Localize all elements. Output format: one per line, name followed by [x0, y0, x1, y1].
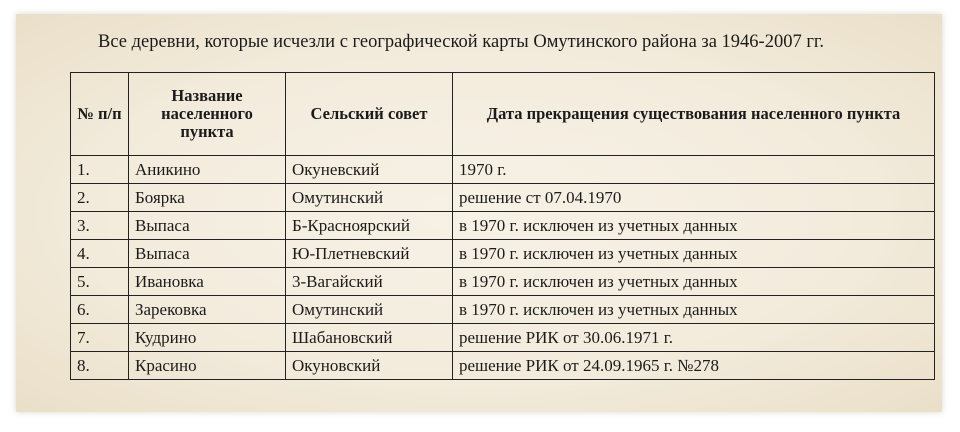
- table-row: [71, 296, 935, 324]
- header-number: № п/п: [71, 73, 129, 156]
- cell-council: Омутинский: [286, 184, 453, 212]
- cell-number: 5.: [71, 268, 129, 296]
- cell-council: Окуновский: [286, 352, 453, 380]
- cell-settlement: Кудрино: [129, 324, 286, 352]
- cell-settlement: Красино: [129, 352, 286, 380]
- header-village-council: Сельский совет: [286, 73, 453, 156]
- villages-table: [70, 72, 935, 380]
- table-row: [71, 212, 935, 240]
- cell-settlement: Выпаса: [129, 212, 286, 240]
- document-page: [16, 14, 942, 412]
- table-header-row: [71, 73, 935, 156]
- cell-date: 1970 г.: [453, 156, 935, 184]
- cell-number: 6.: [71, 296, 129, 324]
- cell-date: решение РИК от 24.09.1965 г. №278: [453, 352, 935, 380]
- table-row: [71, 156, 935, 184]
- document-title: Все деревни, которые исчезли с географической карты Омутинского района за 1946-2007 гг.: [98, 32, 825, 52]
- cell-number: 8.: [71, 352, 129, 380]
- cell-council: 3-Вагайский: [286, 268, 453, 296]
- cell-settlement: Выпаса: [129, 240, 286, 268]
- table-row: [71, 268, 935, 296]
- cell-date: в 1970 г. исключен из учетных данных: [453, 240, 935, 268]
- header-settlement-name: Название населенного пункта: [129, 73, 286, 156]
- cell-council: Омутинский: [286, 296, 453, 324]
- cell-council: Окуневский: [286, 156, 453, 184]
- cell-date: в 1970 г. исключен из учетных данных: [453, 296, 935, 324]
- cell-council: Шабановский: [286, 324, 453, 352]
- cell-settlement: Аникино: [129, 156, 286, 184]
- cell-date: в 1970 г. исключен из учетных данных: [453, 268, 935, 296]
- cell-number: 3.: [71, 212, 129, 240]
- cell-number: 1.: [71, 156, 129, 184]
- cell-number: 2.: [71, 184, 129, 212]
- cell-date: в 1970 г. исключен из учетных данных: [453, 212, 935, 240]
- cell-council: Ю-Плетневский: [286, 240, 453, 268]
- table-row: [71, 352, 935, 380]
- cell-number: 4.: [71, 240, 129, 268]
- table-row: [71, 184, 935, 212]
- table-row: [71, 324, 935, 352]
- cell-council: Б-Красноярский: [286, 212, 453, 240]
- cell-settlement: Ивановка: [129, 268, 286, 296]
- cell-number: 7.: [71, 324, 129, 352]
- cell-settlement: Зарековка: [129, 296, 286, 324]
- cell-date: решение РИК от 30.06.1971 г.: [453, 324, 935, 352]
- table-row: [71, 240, 935, 268]
- cell-settlement: Боярка: [129, 184, 286, 212]
- cell-date: решение ст 07.04.1970: [453, 184, 935, 212]
- header-termination-date: Дата прекращения существования населенного пункта: [453, 73, 935, 156]
